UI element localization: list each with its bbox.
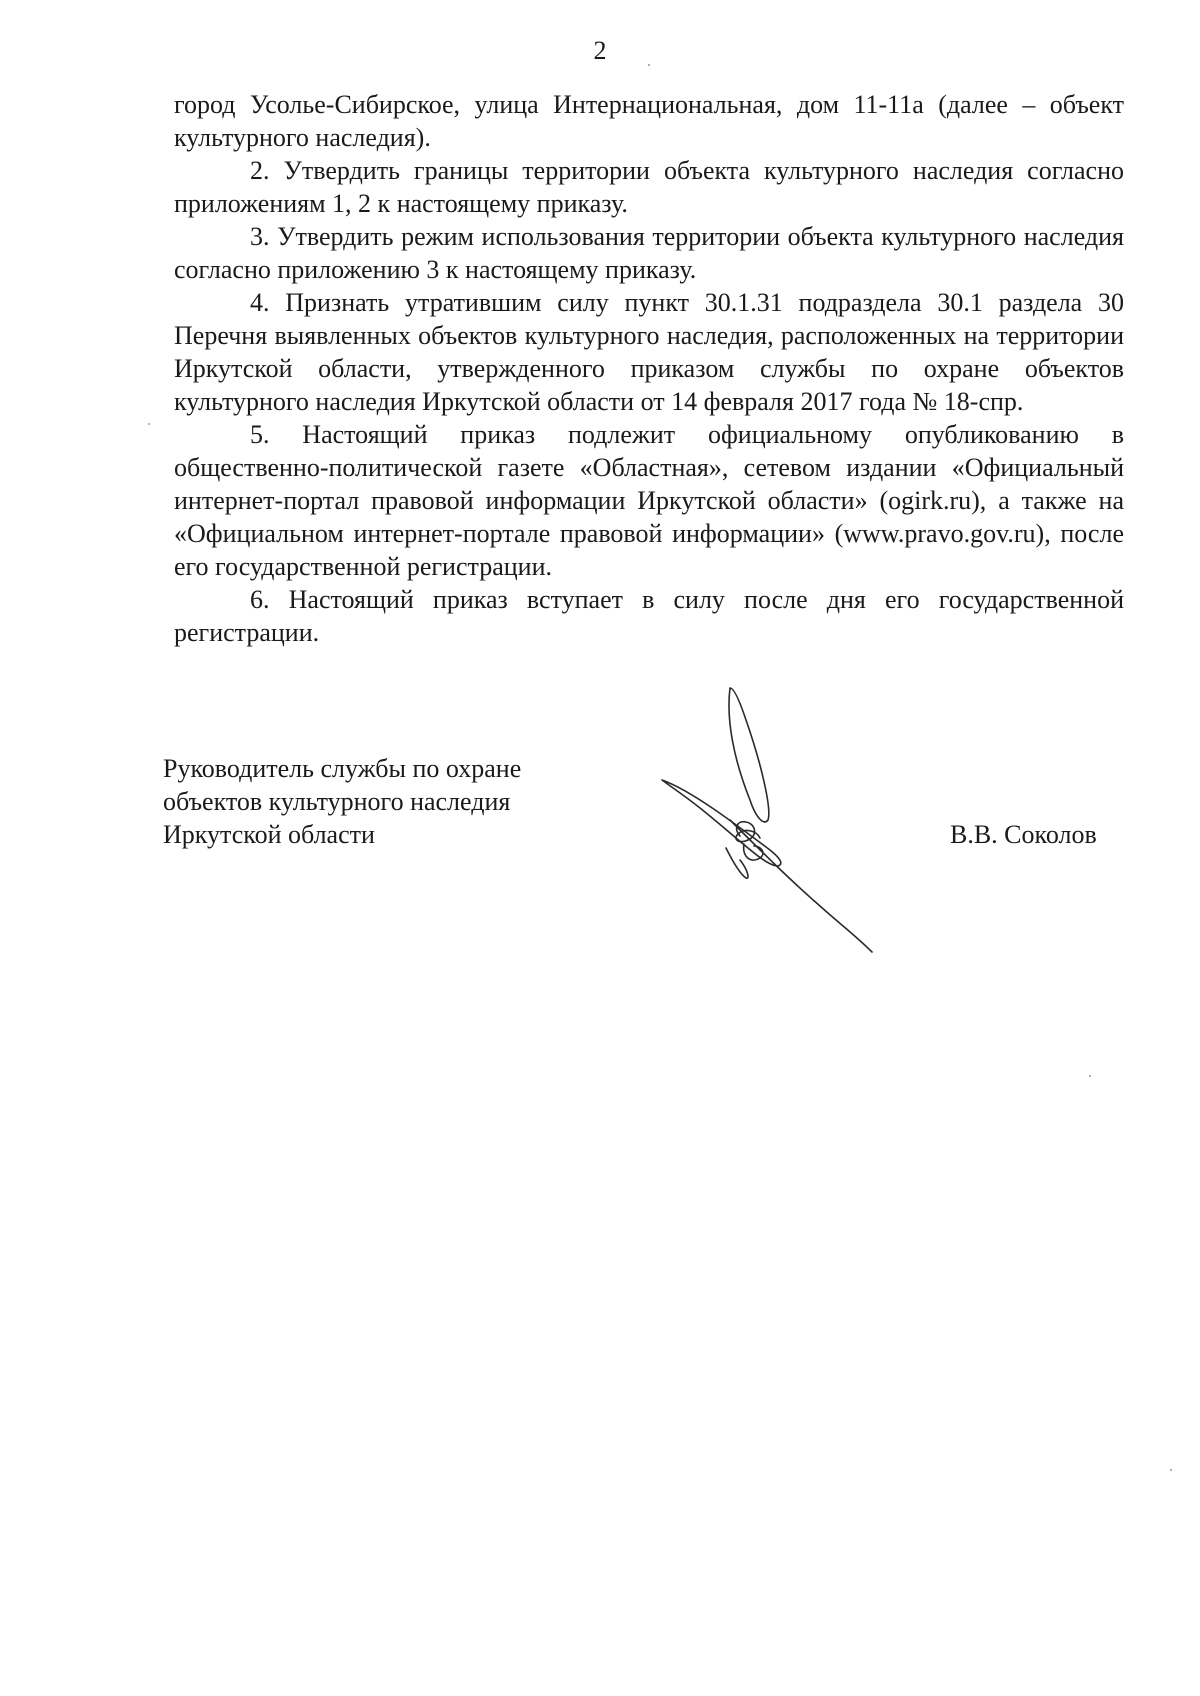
page-number: 2 [593, 36, 607, 65]
signer-position-line: объектов культурного наследия [163, 787, 511, 816]
paragraph-intro-continuation: город Усолье-Сибирское, улица Интернациональная, дом 11-11а (далее – объект культурного наследия). [174, 90, 1124, 152]
signer-position [163, 752, 583, 851]
paragraph-item-2: 2. Утвердить границы территории объекта культурного наследия согласно приложениям 1, 2 к настоящему приказу. [174, 156, 1124, 218]
scan-speck [1170, 1469, 1172, 1471]
scan-speck [1089, 1075, 1091, 1077]
signer-position-line: Руководитель службы по охране [163, 754, 522, 783]
signer-position-line: Иркутской области [163, 820, 375, 849]
handwritten-signature [660, 680, 940, 970]
document-body [174, 88, 1124, 649]
scan-speck [148, 423, 150, 425]
paragraph-item-5: 5. Настоящий приказ подлежит официальному опубликованию в общественно-политической газете «Областная», сетевом издании «Официальный интернет-портал правовой информации Иркутской области» (ogirk.ru), а также на «Официальном интернет-портале правовой информации» (www.pravo.gov.ru), после его государственной регистрации. [174, 420, 1124, 581]
paragraph-item-3: 3. Утвердить режим использования территории объекта культурного наследия согласно приложению 3 к настоящему приказу. [174, 222, 1124, 284]
scan-speck [648, 64, 650, 66]
paragraph-item-6: 6. Настоящий приказ вступает в силу после дня его государственной регистрации. [174, 585, 1124, 647]
signer-name: В.В. Соколов [950, 820, 1097, 849]
paragraph-item-4: 4. Признать утратившим силу пункт 30.1.31 подраздела 30.1 раздела 30 Перечня выявленных объектов культурного наследия, расположенных на территории Иркутской области, утвержденного приказом службы по охране объектов культурного наследия Иркутской области от 14 февраля 2017 года № 18-спр. [174, 288, 1124, 416]
